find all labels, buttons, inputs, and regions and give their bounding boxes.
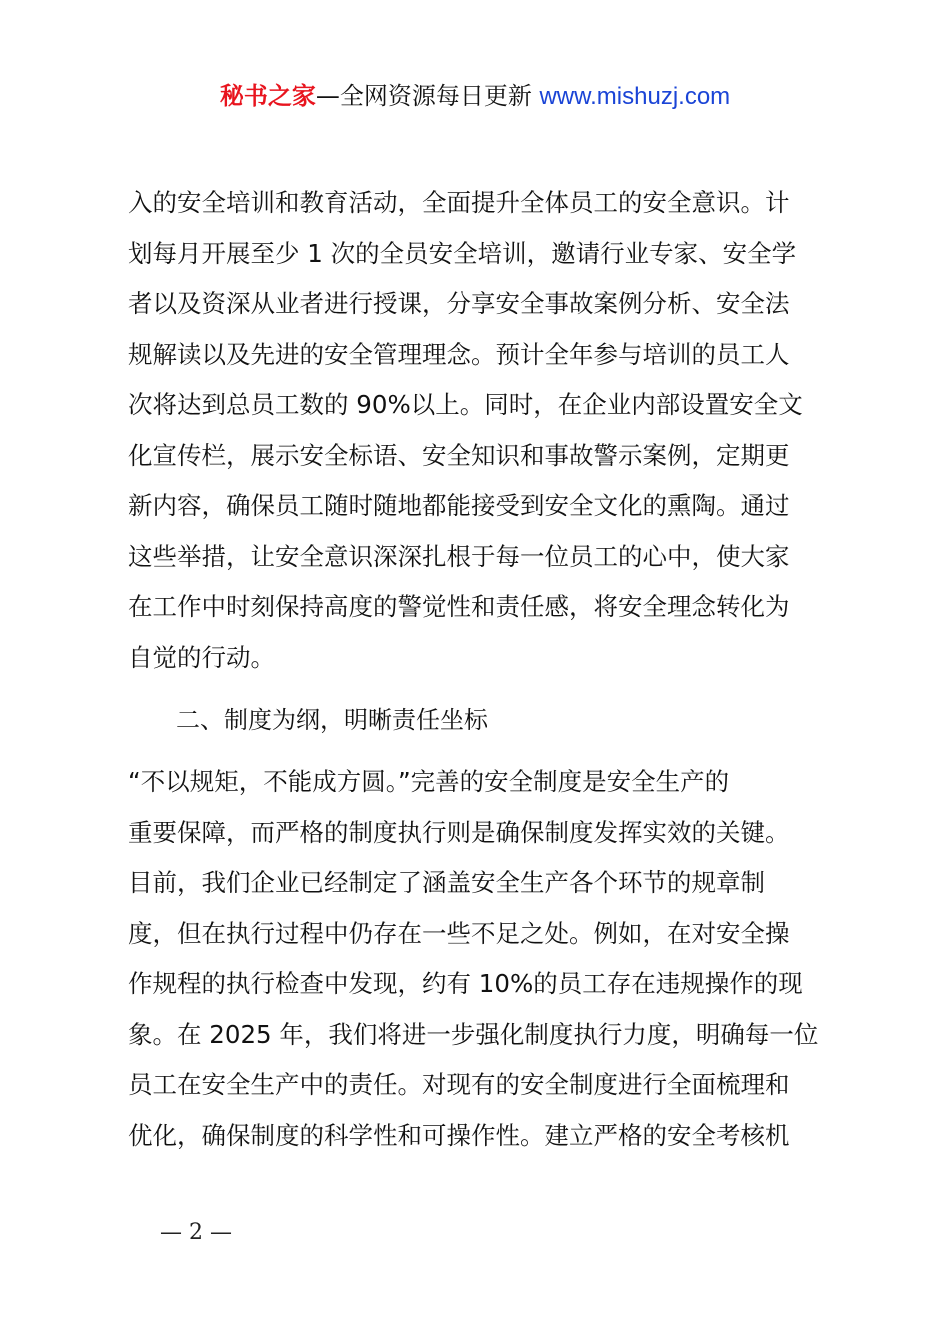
paragraph-line: 在工作中时刻保持高度的警觉性和责任感，将安全理念转化为 xyxy=(128,592,790,621)
page-number: — 2 — xyxy=(160,1220,232,1245)
paragraph-line: 员工在安全生产中的责任。对现有的安全制度进行全面梳理和 xyxy=(128,1070,790,1099)
site-tagline: —全网资源每日更新 xyxy=(315,82,532,110)
paragraph-line: 作规程的执行检查中发现，约有 10%的员工存在违规操作的现 xyxy=(128,969,803,998)
section-heading: 二、制度为纲，明晰责任坐标 xyxy=(176,706,488,734)
paragraph-line: 自觉的行动。 xyxy=(128,642,275,672)
paragraph-1 xyxy=(128,178,838,683)
paragraph-line: 划每月开展至少 1 次的全员安全培训，邀请行业专家、安全学 xyxy=(128,238,797,268)
paragraph-2 xyxy=(128,757,838,1161)
site-brand: 秘书之家 xyxy=(219,82,316,110)
site-url-link[interactable]: www.mishuzj.com xyxy=(539,83,731,110)
paragraph-line: 新内容，确保员工随时随地都能接受到安全文化的熏陶。通过 xyxy=(128,491,790,520)
paragraph-line: 规解读以及先进的安全管理理念。预计全年参与培训的员工人 xyxy=(128,339,790,369)
paragraph-line: 化宣传栏，展示安全标语、安全知识和事故警示案例，定期更 xyxy=(128,440,790,470)
paragraph-line: 次将达到总员工数的 90%以上。同时，在企业内部设置安全文 xyxy=(128,390,803,419)
paragraph-line: 优化，确保制度的科学性和可操作性。建立严格的安全考核机 xyxy=(128,1120,790,1150)
paragraph-line: 入的安全培训和教育活动，全面提升全体员工的安全意识。计 xyxy=(128,188,790,217)
paragraph-line: 重要保障，而严格的制度执行则是确保制度发挥实效的关键。 xyxy=(128,817,790,847)
paragraph-line: 度，但在执行过程中仍存在一些不足之处。例如，在对安全操 xyxy=(128,918,790,948)
site-header xyxy=(0,78,950,115)
paragraph-line: 目前，我们企业已经制定了涵盖安全生产各个环节的规章制 xyxy=(128,868,765,897)
paragraph-line: 象。在 2025 年，我们将进一步强化制度执行力度，明确每一位 xyxy=(128,1019,819,1049)
paragraph-line: 者以及资深从业者进行授课，分享安全事故案例分析、安全法 xyxy=(128,289,790,318)
paragraph-line: “不以规矩，不能成方圆。”完善的安全制度是安全生产的 xyxy=(128,767,730,796)
paragraph-line: 这些举措，让安全意识深深扎根于每一位员工的心中，使大家 xyxy=(128,541,790,571)
